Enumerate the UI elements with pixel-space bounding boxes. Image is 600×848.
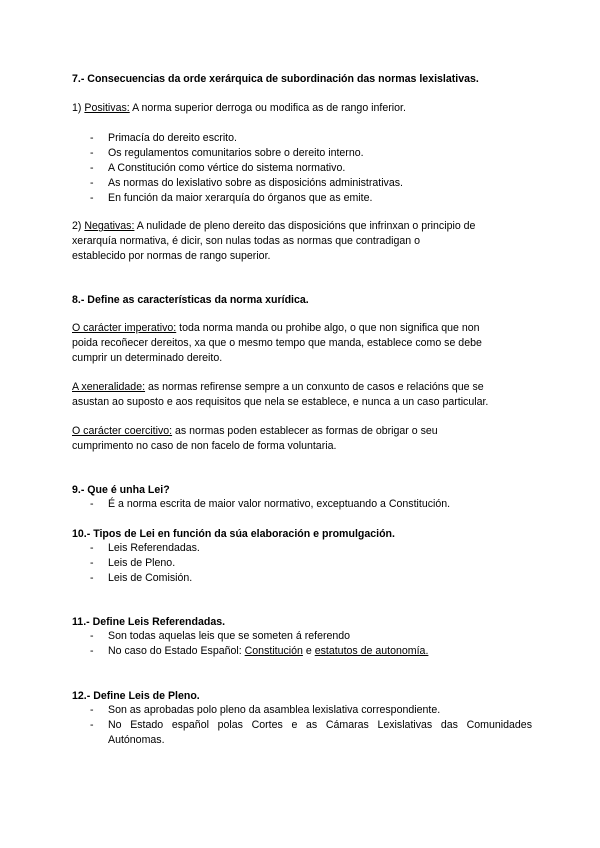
- section-10-heading: 10.- Tipos de Lei en función da súa elaboración e promulgación.: [72, 528, 395, 540]
- list-item: - Primacía do dereito escrito.: [72, 131, 532, 146]
- coercive-label: O carácter coercitivo:: [72, 425, 173, 437]
- negative-text-line: establecido por normas de rango superior.: [72, 250, 271, 262]
- list-item: - Leis de Pleno.: [72, 556, 532, 571]
- list-item-text: e: [302, 645, 315, 657]
- statutes-label: estatutos de autonomía.: [314, 645, 429, 657]
- imperative-text-line: poida recoñecer dereitos, xa que o mesmo tempo que manda, establece como se debe: [72, 337, 482, 349]
- generality-text-line: as normas refirense sempre a un conxunto de casos e relacións que se: [145, 381, 484, 393]
- imperative-text-line: toda norma manda ou prohibe algo, o que non significa que non: [176, 322, 480, 334]
- coercive-paragraph: [72, 424, 532, 454]
- section-10-list: [72, 541, 532, 586]
- positive-text: A norma superior derroga ou modifica as de rango inferior.: [129, 102, 406, 114]
- positive-label: Positivas:: [84, 102, 130, 114]
- list-item: - A Constitución como vértice do sistema normativo.: [72, 161, 532, 176]
- imperative-text-line: cumprir un determinado dereito.: [72, 352, 223, 364]
- coercive-text-line: cumprimento no caso de non facelo de forma voluntaria.: [72, 440, 337, 452]
- list-item: - As normas do lexislativo sobre as disposicións administrativas.: [72, 176, 532, 191]
- section-9-list: [72, 497, 532, 512]
- section-7-negative: [72, 219, 532, 264]
- imperative-paragraph: [72, 321, 532, 366]
- list-item: - Son as aprobadas polo pleno da asamblea lexislativa correspondiente.: [72, 703, 532, 718]
- negative-text-line: A nulidade de pleno dereito das disposicións que infrinxan o principio de: [134, 220, 476, 232]
- section-11-heading: 11.- Define Leis Referendadas.: [72, 616, 226, 628]
- list-item: - É a norma escrita de maior valor normativo, exceptuando a Constitución.: [72, 497, 532, 512]
- list-item: - No Estado español polas Cortes e as Cámaras Lexislativas das Comunidades Autónomas.: [72, 718, 532, 748]
- section-11-list: [72, 629, 532, 659]
- list-item: - Os regulamentos comunitarios sobre o dereito interno.: [72, 146, 532, 161]
- list-item: [72, 644, 532, 659]
- section-9-heading: 9.- Que é unha Lei?: [72, 484, 170, 496]
- positive-prefix: 1): [72, 102, 85, 114]
- list-item: - Son todas aquelas leis que se someten á referendo: [72, 629, 532, 644]
- negative-prefix: 2): [72, 220, 85, 232]
- generality-label: A xeneralidade:: [72, 381, 146, 393]
- section-12-list: [72, 703, 532, 748]
- section-7-positive-list: [72, 131, 532, 206]
- section-8-heading: 8.- Define as características da norma xurídica.: [72, 294, 309, 306]
- list-item-text: No caso do Estado Español:: [108, 645, 245, 657]
- generality-paragraph: [72, 380, 532, 410]
- generality-text-line: asustan ao suposto e aos requisitos que nela se establece, e nunca a un caso particular.: [72, 396, 489, 408]
- negative-text-line: xerarquía normativa, é dicir, son nulas todas as normas que contradigan o: [72, 235, 421, 247]
- list-item: - Leis de Comisión.: [72, 571, 532, 586]
- section-7-positive: [72, 101, 532, 116]
- constitution-label: Constitución: [244, 645, 303, 657]
- section-7-heading: 7.- Consecuencias da orde xerárquica de subordinación das normas lexislativas.: [72, 73, 479, 85]
- section-12-heading: 12.- Define Leis de Pleno.: [72, 690, 200, 702]
- negative-label: Negativas:: [84, 220, 135, 232]
- imperative-label: O carácter imperativo:: [72, 322, 177, 334]
- list-item: - En función da maior xerarquía do órganos que as emite.: [72, 191, 532, 206]
- coercive-text-line: as normas poden establecer as formas de obrigar o seu: [172, 425, 438, 437]
- list-item: - Leis Referendadas.: [72, 541, 532, 556]
